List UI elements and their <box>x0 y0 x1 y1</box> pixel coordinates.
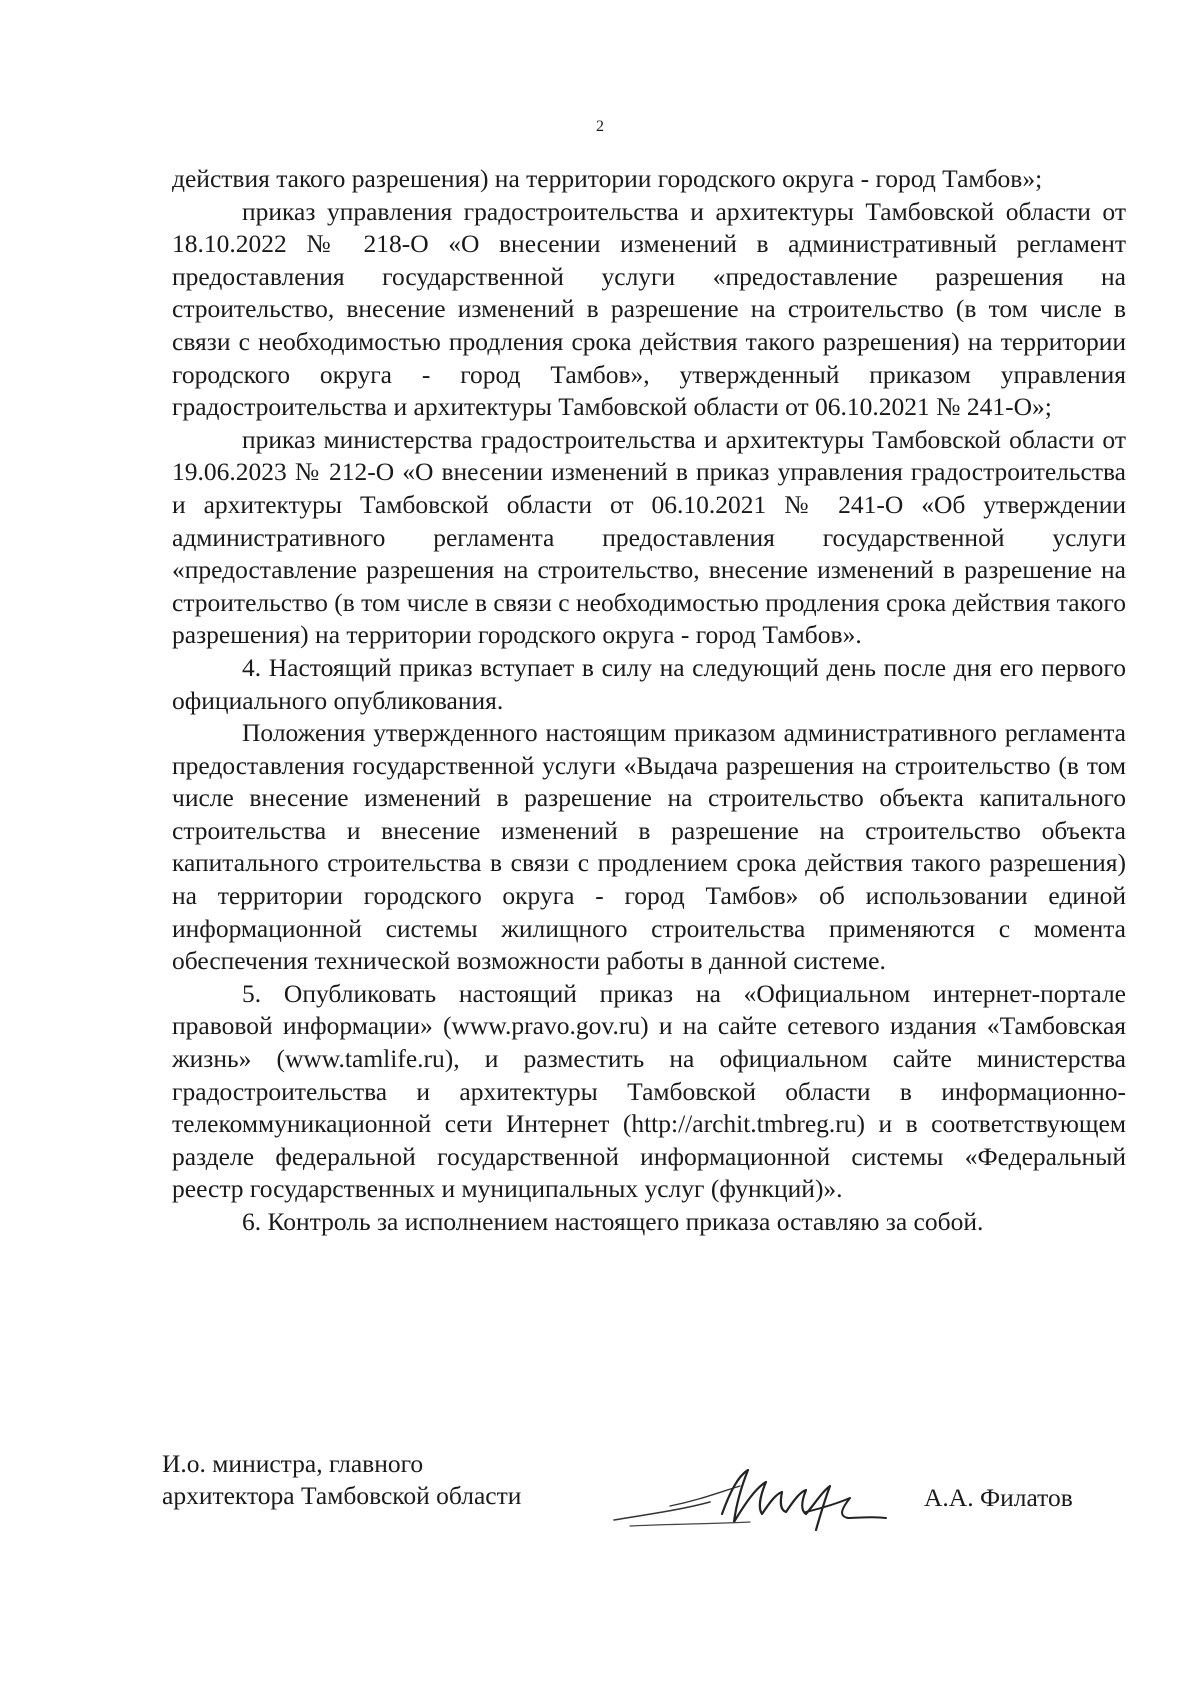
paragraph-order-212: приказ министерства градостроительства и архитектуры Тамбовской области от 19.06.2023 № 212-О «О внесении изменений в приказ управления градостроительства и архитектуры Тамбовской области от 06.10.2021 № 241-О «Об утверждении административного регламента предоставления государственной услуги «предоставление разрешения на строительство, внесение изменений в разрешение на строительство (в том числе в связи с необходимостью продления срока действия такого разрешения) на территории городского округа - город Тамбов». <box>172 424 1126 650</box>
signer-position-line-2: архитектора Тамбовской области <box>162 1481 522 1510</box>
signer-position <box>162 1448 521 1512</box>
paragraph-provisions: Положения утвержденного настоящим приказом административного регламента предоставления государственной услуги «Выдача разрешения на строительство (в том числе внесение изменений в разрешение на строительство объекта капитального строительства и внесение изменений в разрешение на строительство объекта капитального строительства в связи с продлением срока действия такого разрешения) на территории городского округа - город Тамбов» об использовании единой информационной системы жилищного строительства применяются с момента обеспечения технической возможности работы в данной системе. <box>172 718 1126 976</box>
paragraph-item-4: 4. Настоящий приказ вступает в силу на следующий день после дня его первого официального опубликования. <box>172 652 1126 715</box>
page-number: 2 <box>596 118 604 135</box>
handwritten-signature <box>610 1462 890 1538</box>
signer-position-line-1: И.о. министра, главного <box>162 1449 424 1478</box>
signer-name: А.А. Филатов <box>924 1483 1073 1512</box>
paragraph-item-5: 5. Опубликовать настоящий приказ на «Официальном интернет-портале правовой информации» (www.pravo.gov.ru) и на сайте сетевого издания «Тамбовская жизнь» (www.tamlife.ru), и разместить на официальном сайте министерства градостроительства и архитектуры Тамбовской области в информационно-телекоммуникационной сети Интернет (http://archit.tmbreg.ru) и в соответствующем разделе федеральной государственной информационной системы «Федеральный реестр государственных и муниципальных услуг (функций)». <box>172 978 1126 1204</box>
paragraph-order-218: приказ управления градостроительства и архитектуры Тамбовской области от 18.10.2022 № 218-О «О внесении изменений в административный регламент предоставления государственной услуги «предоставление разрешения на строительство, внесение изменений в разрешение на строительство (в том числе в связи с необходимостью продления срока действия такого разрешения) на территории городского округа - город Тамбов», утвержденный приказом управления градостроительства и архитектуры Тамбовской области от 06.10.2021 № 241-О»; <box>172 196 1126 422</box>
paragraph-continuation: действия такого разрешения) на территории городского округа - город Тамбов»; <box>172 164 1043 193</box>
paragraph-item-6: 6. Контроль за исполнением настоящего приказа оставляю за собой. <box>242 1207 984 1236</box>
document-body <box>172 163 1126 1239</box>
